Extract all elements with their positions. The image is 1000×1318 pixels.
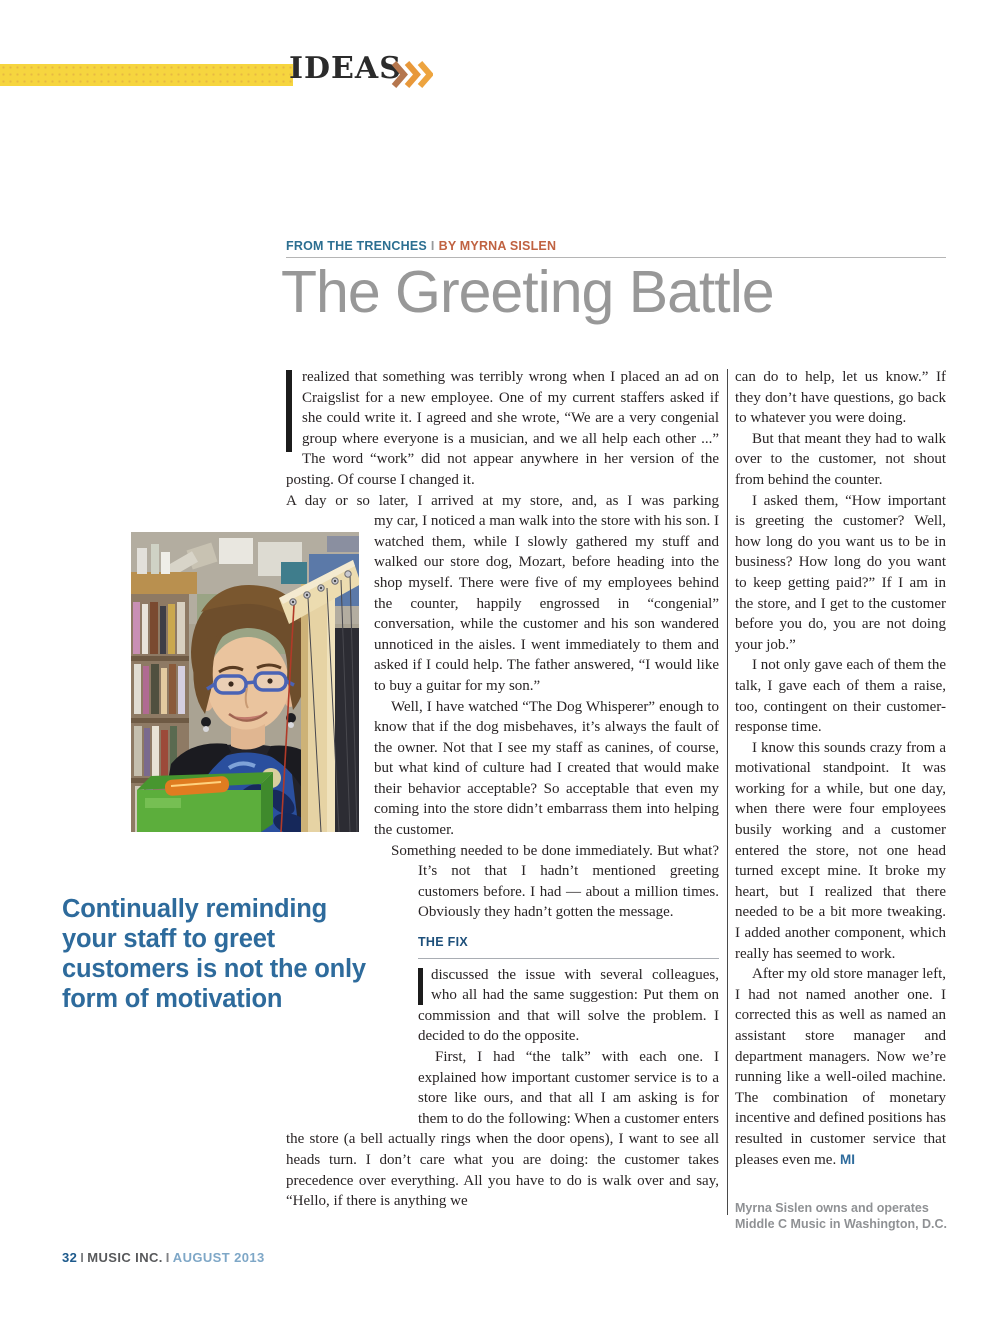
end-mark: MI	[839, 1151, 855, 1167]
section-label: IDEAS	[289, 51, 402, 86]
column-middle	[286, 367, 719, 1212]
series-label: FROM THE TRENCHES	[286, 239, 427, 253]
pull-quote: Continually reminding your staff to greet customers is not the only form of motivation	[62, 895, 366, 1013]
kicker	[286, 239, 556, 253]
paragraph: After my old store manager left, I had not named another one. I corrected this as well as named an assistant store manager and department managers. Now we’re running like a well-oiled machine. The combination of monetary incentive and defined positions has resulted in customer service that pleases even me. MI	[735, 966, 946, 1168]
paragraph: can do to help, let us know.” If they don’t have questions, go back to whatever you were doing.	[735, 369, 946, 427]
issue-date: AUGUST 2013	[172, 1250, 265, 1265]
paragraph: First, I had “the talk” with each one. I explained how important customer service is to a store like ours, and that all I am asking is for them to do the following: When a customer enters the store (a bell actually rings when the door opens), I want to see all heads turn. I don’t care what you are doing: the customer takes precedence over everything. All you have to do is walk over and say, “Hello, if there is anything we	[286, 1049, 719, 1210]
paragraph: A day or so later, I arrived at my store, and, as I was parking	[286, 492, 719, 509]
drop-cap	[418, 968, 423, 1005]
triple-chevron-icon	[391, 61, 433, 88]
drop-cap	[286, 370, 292, 452]
paragraph: I know this sounds crazy from a motivational standpoint. It was working for a while, but one day, when there were four employees busily working and a customer entered the store, not one head turned except mine. It broke my heart, but I realized that there needed to be a bit more tweaking. I added another component, which really has seemed to work.	[735, 739, 946, 962]
paragraph: realized that something was terribly wrong when I placed an ad on Craigslist for a new employee. One of my current staffers asked if she could write it. I agreed and she wrote, “We are a very congenial group where everyone is a musician, and we all help each other ...” The word “work” did not appear anywhere in her version of the posting. Of course I changed it.	[286, 369, 719, 488]
paragraph: Something needed to be done immediately. But what? It’s not that I hadn’t mentioned greeting customers before. I had — about a million times. Obviously they hadn’t gotten the message.	[391, 842, 719, 921]
paragraph: discussed the issue with several colleagues, who all had the same suggestion: Put them on commission and that will solve the problem. I decided to do the opposite.	[418, 966, 719, 1045]
kicker-separator: I	[430, 239, 435, 253]
paragraph: I not only gave each of them the talk, I gave each of them a raise, too, contingent on their customer-response time.	[735, 657, 946, 736]
magazine-name: MUSIC INC.	[87, 1250, 163, 1265]
masthead-yellow-bar	[0, 64, 293, 86]
column-divider	[727, 369, 728, 1215]
paragraph: my car, I noticed a man walk into the store with his son. I watched them, while I slowly gathered my stuff and walked our store dog, Mozart, before heading into the shop myself. There were five of my employees behind the counter, happily engrossed in “congenial” conversation, while the customer and his son wandered unnoticed in the aisles. I went immediately to them and asked if I could help. The father answered, “I would like to buy a guitar for my son.”	[374, 513, 719, 694]
article-title: The Greeting Battle	[281, 259, 774, 325]
paragraph: I asked them, “How important is greeting the customer? Well, how long do you want us to be in business? How long do you want to keep getting paid?” If I am in the store, and I get to the customer before you do, you are not doing your job.”	[735, 492, 946, 653]
page-number: 32	[62, 1250, 78, 1265]
text-wrap-spacer	[286, 869, 410, 1111]
page-footer	[62, 1250, 265, 1265]
footer-separator: I	[80, 1250, 85, 1265]
column-right	[735, 367, 946, 1170]
subhead: THE FIX	[418, 932, 719, 959]
paragraph: But that meant they had to walk over to the customer, not shout from behind the counter.	[735, 430, 946, 488]
paragraph: Well, I have watched “The Dog Whisperer” enough to know that if the dog misbehaves, it’s always the fault of the owner. Not that I see my staff as canines, of course, but what kind of culture had I created that would make their behavior acceptable? So acceptable that even my coming into the store didn’t embarrass them into helping the customer.	[374, 698, 719, 839]
bio-line: Middle C Music in Washington, D.C.	[735, 1217, 948, 1231]
author-bio	[735, 1200, 947, 1232]
bio-line: Myrna Sislen owns and operates	[735, 1201, 929, 1215]
byline: BY MYRNA SISLEN	[438, 239, 557, 253]
text-wrap-spacer	[286, 511, 366, 869]
footer-separator: I	[165, 1250, 170, 1265]
